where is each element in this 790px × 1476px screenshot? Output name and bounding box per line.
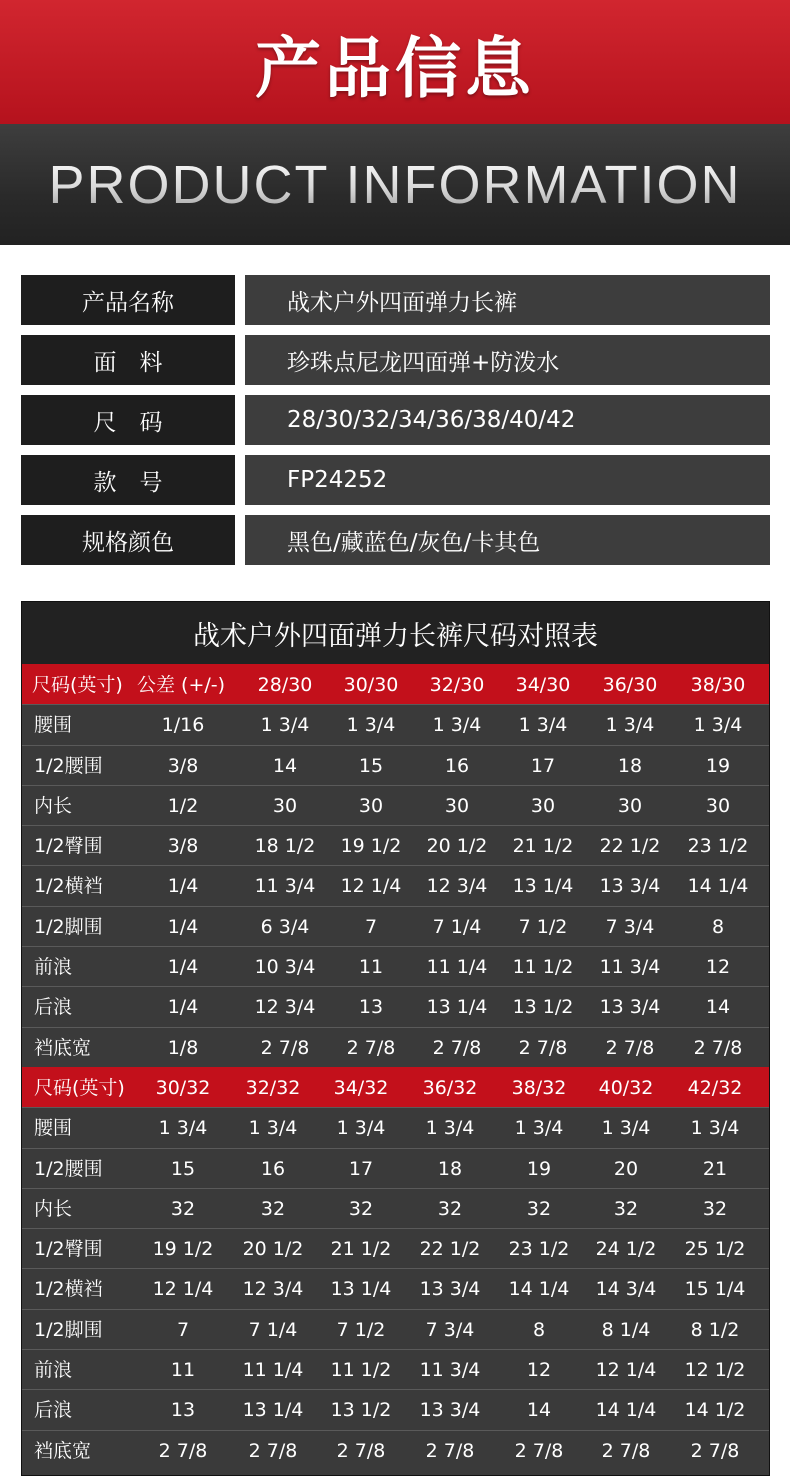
size-row: [22, 825, 769, 865]
size-cell: 15: [358, 754, 384, 777]
size-cell: 19 1/2: [152, 1238, 214, 1261]
size-cell: 24 1/2: [595, 1238, 657, 1261]
size-header-row: [22, 664, 769, 704]
size-cell: 32: [170, 1197, 196, 1220]
size-cell: 2 7/8: [425, 1439, 475, 1462]
header-cell: 尺码(英寸): [34, 1076, 125, 1099]
size-cell: 1 3/4: [425, 1117, 475, 1140]
measurement-label: 1/2脚围: [34, 915, 103, 938]
size-cell: 20: [613, 1157, 639, 1180]
size-cell: 1 3/4: [693, 714, 743, 737]
size-cell: 13 3/4: [599, 875, 661, 898]
size-cell: 1/4: [167, 875, 199, 898]
size-chart-title: 战术户外四面弹力长裤尺码对照表: [22, 602, 769, 664]
size-cell: 16: [260, 1157, 286, 1180]
info-row-color: [21, 515, 770, 565]
size-cell: 11 1/2: [330, 1359, 392, 1382]
cn-title-banner: [0, 0, 790, 124]
size-cell: 32: [260, 1197, 286, 1220]
size-cell: 2 7/8: [336, 1439, 386, 1462]
size-cell: 2 7/8: [601, 1439, 651, 1462]
size-cell: 13 1/4: [512, 875, 574, 898]
size-cell: 32: [348, 1197, 374, 1220]
size-cell: 14: [526, 1399, 552, 1422]
info-row-style: [21, 455, 770, 505]
size-cell: 18: [617, 754, 643, 777]
size-cell: 25 1/2: [684, 1238, 746, 1261]
size-cell: 7 1/2: [518, 915, 568, 938]
size-row: [22, 1107, 769, 1147]
info-label: 规格颜色: [21, 515, 235, 565]
header-cell: 32/30: [429, 674, 485, 696]
size-cell: 23 1/2: [687, 835, 749, 858]
size-cell: 20 1/2: [426, 835, 488, 858]
size-cell: 8: [711, 915, 725, 938]
header-cell: 36/32: [422, 1076, 478, 1099]
size-cell: 22 1/2: [599, 835, 661, 858]
size-cell: 11: [358, 956, 384, 979]
size-cell: 13 1/4: [330, 1278, 392, 1301]
size-cell: 13 1/4: [242, 1399, 304, 1422]
size-cell: 13 1/4: [426, 996, 488, 1019]
size-chart-rows: [22, 664, 769, 1470]
size-cell: 11 1/2: [512, 956, 574, 979]
size-cell: 12 3/4: [242, 1278, 304, 1301]
size-cell: 12 3/4: [426, 875, 488, 898]
measurement-label: 腰围: [34, 1117, 73, 1140]
size-cell: 1 3/4: [605, 714, 655, 737]
size-cell: 11 1/4: [426, 956, 488, 979]
page-subtitle: PRODUCT INFORMATION: [48, 154, 742, 215]
size-cell: 7 1/4: [432, 915, 482, 938]
size-cell: 1 3/4: [690, 1117, 740, 1140]
size-cell: 11 3/4: [419, 1359, 481, 1382]
size-cell: 1 3/4: [432, 714, 482, 737]
header-cell: 尺码(英寸): [32, 674, 123, 696]
size-cell: 7 3/4: [425, 1318, 475, 1341]
measurement-label: 前浪: [34, 1359, 73, 1382]
info-value: FP24252: [245, 455, 770, 505]
size-cell: 7 3/4: [605, 915, 655, 938]
size-cell: 7 1/2: [336, 1318, 386, 1341]
size-cell: 32: [702, 1197, 728, 1220]
size-cell: 14: [272, 754, 298, 777]
size-cell: 14 3/4: [595, 1278, 657, 1301]
size-cell: 21 1/2: [330, 1238, 392, 1261]
size-cell: 30: [705, 794, 731, 817]
size-cell: 15: [170, 1157, 196, 1180]
measurement-label: 1/2臀围: [34, 835, 103, 858]
size-cell: 21 1/2: [512, 835, 574, 858]
size-row: [22, 1430, 769, 1470]
size-cell: 19: [705, 754, 731, 777]
size-cell: 2 7/8: [514, 1439, 564, 1462]
size-cell: 30: [444, 794, 470, 817]
size-cell: 11: [170, 1359, 196, 1382]
size-cell: 6 3/4: [260, 915, 310, 938]
measurement-label: 裆底宽: [34, 1036, 92, 1059]
size-cell: 1 3/4: [248, 1117, 298, 1140]
size-cell: 2 7/8: [432, 1036, 482, 1059]
size-cell: 30: [358, 794, 384, 817]
size-row: [22, 986, 769, 1026]
info-row-size: [21, 395, 770, 445]
size-cell: 32: [437, 1197, 463, 1220]
size-cell: 2 7/8: [248, 1439, 298, 1462]
page-title: 产品信息: [255, 29, 535, 107]
header-cell: 30/30: [343, 674, 399, 696]
size-cell: 8 1/2: [690, 1318, 740, 1341]
measurement-label: 1/2横裆: [34, 1278, 103, 1301]
size-row: [22, 906, 769, 946]
size-row: [22, 946, 769, 986]
size-cell: 11 3/4: [599, 956, 661, 979]
size-cell: 20 1/2: [242, 1238, 304, 1261]
header-cell: 28/30: [257, 674, 313, 696]
size-cell: 2 7/8: [158, 1439, 208, 1462]
size-row: [22, 745, 769, 785]
size-cell: 2 7/8: [690, 1439, 740, 1462]
en-title-banner: [0, 124, 790, 245]
header-cell: 38/32: [511, 1076, 567, 1099]
measurement-label: 1/2脚围: [34, 1318, 103, 1341]
size-cell: 13: [170, 1399, 196, 1422]
size-cell: 14 1/4: [508, 1278, 570, 1301]
header-cell: 42/32: [687, 1076, 743, 1099]
size-header-row: [22, 1067, 769, 1107]
size-cell: 23 1/2: [508, 1238, 570, 1261]
measurement-label: 1/2横裆: [34, 875, 103, 898]
header-cell: 30/32: [155, 1076, 211, 1099]
size-cell: 1 3/4: [514, 1117, 564, 1140]
size-cell: 1/4: [167, 956, 199, 979]
info-row-fabric: [21, 335, 770, 385]
size-cell: 7 1/4: [248, 1318, 298, 1341]
size-cell: 17: [530, 754, 556, 777]
size-cell: 2 7/8: [346, 1036, 396, 1059]
size-cell: 12: [705, 956, 731, 979]
size-cell: 17: [348, 1157, 374, 1180]
measurement-label: 1/2臀围: [34, 1238, 103, 1261]
size-cell: 12 1/4: [152, 1278, 214, 1301]
size-cell: 13 3/4: [599, 996, 661, 1019]
header-cell: 32/32: [245, 1076, 301, 1099]
size-cell: 13 1/2: [512, 996, 574, 1019]
size-cell: 8 1/4: [601, 1318, 651, 1341]
size-cell: 15 1/4: [684, 1278, 746, 1301]
size-cell: 7: [364, 915, 378, 938]
size-cell: 14 1/4: [595, 1399, 657, 1422]
size-row: [22, 785, 769, 825]
size-row: [22, 1188, 769, 1228]
measurement-label: 前浪: [34, 956, 73, 979]
size-cell: 11 1/4: [242, 1359, 304, 1382]
size-cell: 19: [526, 1157, 552, 1180]
size-cell: 14 1/2: [684, 1399, 746, 1422]
header-cell: 40/32: [598, 1076, 654, 1099]
size-cell: 16: [444, 754, 470, 777]
size-cell: 13 1/2: [330, 1399, 392, 1422]
size-cell: 30: [530, 794, 556, 817]
size-cell: 13 3/4: [419, 1278, 481, 1301]
header-cell: 36/30: [602, 674, 658, 696]
size-cell: 8: [532, 1318, 546, 1341]
header-cell: 38/30: [690, 674, 746, 696]
size-cell: 19 1/2: [340, 835, 402, 858]
info-label: 产品名称: [21, 275, 235, 325]
size-cell: 22 1/2: [419, 1238, 481, 1261]
size-cell: 2 7/8: [260, 1036, 310, 1059]
measurement-label: 腰围: [34, 714, 73, 737]
size-cell: 11 3/4: [254, 875, 316, 898]
info-value: 28/30/32/34/36/38/40/42: [245, 395, 770, 445]
measurement-label: 后浪: [34, 996, 73, 1019]
size-cell: 3/8: [167, 835, 199, 858]
size-cell: 1/4: [167, 915, 199, 938]
size-chart-table: [21, 601, 770, 1476]
header-cell: 34/30: [515, 674, 571, 696]
size-row: [22, 704, 769, 744]
measurement-label: 1/2腰围: [34, 754, 103, 777]
size-cell: 1 3/4: [346, 714, 396, 737]
size-row: [22, 865, 769, 905]
size-cell: 10 3/4: [254, 956, 316, 979]
size-cell: 30: [617, 794, 643, 817]
size-cell: 1 3/4: [158, 1117, 208, 1140]
measurement-label: 裆底宽: [34, 1439, 92, 1462]
size-cell: 1/2: [167, 794, 199, 817]
size-cell: 1 3/4: [336, 1117, 386, 1140]
info-label: 面 料: [21, 335, 235, 385]
info-value: 黑色/藏蓝色/灰色/卡其色: [245, 515, 770, 565]
size-cell: 1 3/4: [518, 714, 568, 737]
info-value: 战术户外四面弹力长裤: [245, 275, 770, 325]
product-info-list: [21, 275, 770, 575]
size-cell: 30: [272, 794, 298, 817]
info-label: 尺 码: [21, 395, 235, 445]
size-cell: 1 3/4: [601, 1117, 651, 1140]
size-cell: 32: [526, 1197, 552, 1220]
measurement-label: 内长: [34, 794, 73, 817]
size-cell: 1/4: [167, 996, 199, 1019]
header-cell: 公差 (+/-): [137, 674, 226, 696]
info-label: 款 号: [21, 455, 235, 505]
header-cell: 34/32: [333, 1076, 389, 1099]
size-cell: 21: [702, 1157, 728, 1180]
size-row: [22, 1349, 769, 1389]
size-row: [22, 1228, 769, 1268]
info-value: 珍珠点尼龙四面弹+防泼水: [245, 335, 770, 385]
size-cell: 2 7/8: [518, 1036, 568, 1059]
info-row-name: [21, 275, 770, 325]
size-cell: 18 1/2: [254, 835, 316, 858]
size-row: [22, 1309, 769, 1349]
size-cell: 18: [437, 1157, 463, 1180]
size-cell: 2 7/8: [605, 1036, 655, 1059]
measurement-label: 内长: [34, 1197, 73, 1220]
size-cell: 13: [358, 996, 384, 1019]
size-cell: 2 7/8: [693, 1036, 743, 1059]
size-cell: 12 1/4: [340, 875, 402, 898]
size-row: [22, 1148, 769, 1188]
size-cell: 12: [526, 1359, 552, 1382]
size-cell: 13 3/4: [419, 1399, 481, 1422]
size-row: [22, 1389, 769, 1429]
size-cell: 12 3/4: [254, 996, 316, 1019]
size-cell: 12 1/2: [684, 1359, 746, 1382]
size-row: [22, 1268, 769, 1308]
size-row: [22, 1027, 769, 1067]
size-cell: 12 1/4: [595, 1359, 657, 1382]
size-cell: 1 3/4: [260, 714, 310, 737]
size-cell: 32: [613, 1197, 639, 1220]
size-cell: 7: [176, 1318, 190, 1341]
measurement-label: 1/2腰围: [34, 1157, 103, 1180]
size-cell: 14: [705, 996, 731, 1019]
size-cell: 3/8: [167, 754, 199, 777]
measurement-label: 后浪: [34, 1399, 73, 1422]
size-cell: 1/8: [167, 1036, 199, 1059]
size-cell: 14 1/4: [687, 875, 749, 898]
size-cell: 1/16: [161, 714, 205, 737]
